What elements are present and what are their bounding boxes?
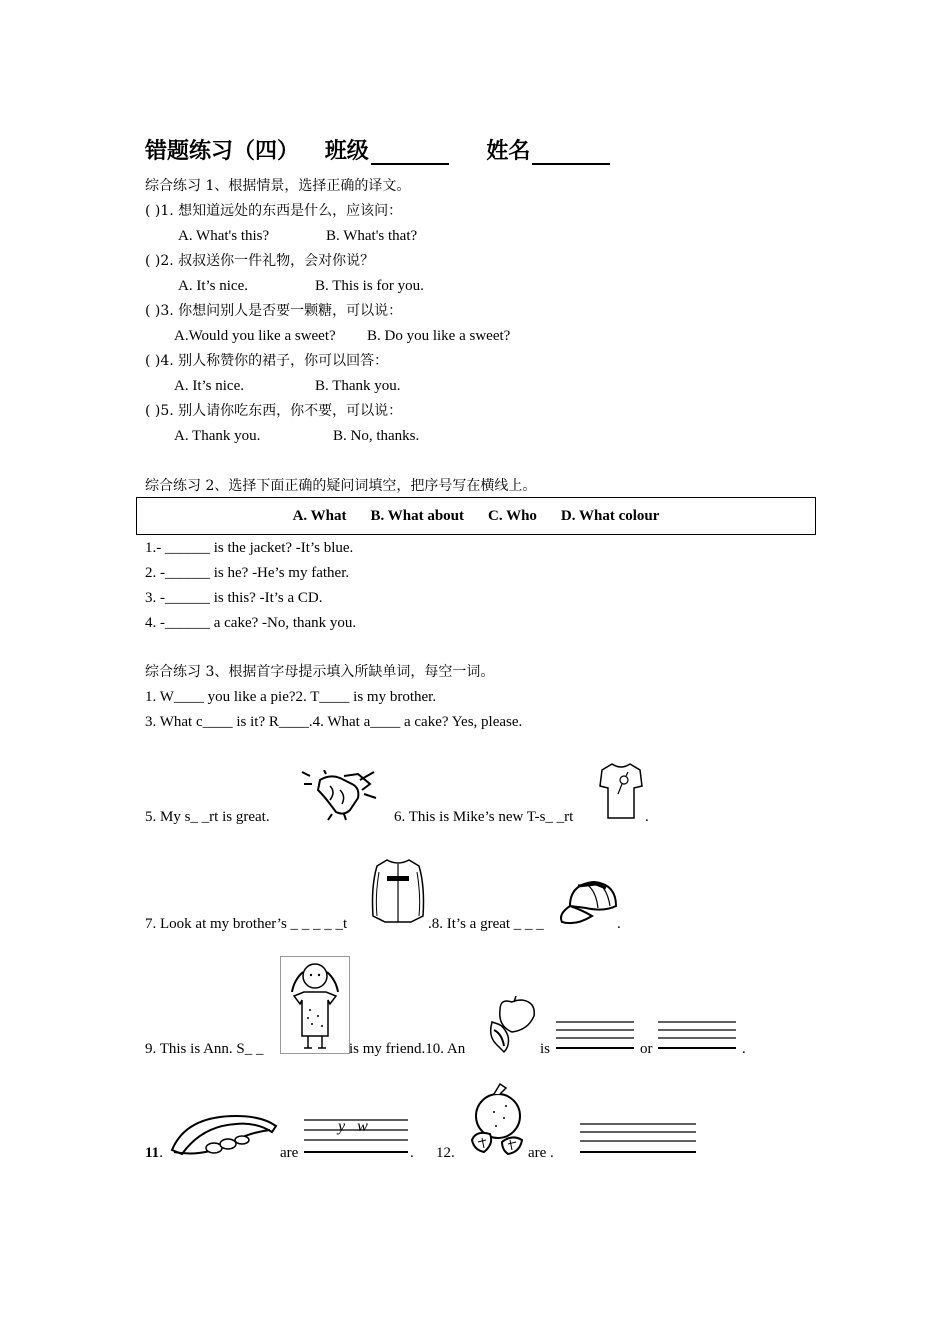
q6-text: 6. This is Mike’s new T-s_ _rt	[394, 809, 574, 825]
q12-are: are .	[528, 1145, 554, 1161]
tshirt-icon	[598, 760, 644, 822]
girl-icon	[280, 956, 350, 1054]
q9b-text: is my friend.10. An	[349, 1041, 466, 1057]
s1-q3-b: B. Do you like a sweet?	[367, 328, 511, 344]
q11-letters: y w	[338, 1118, 368, 1135]
s1-q5-a: A. Thank you.	[174, 428, 261, 444]
s3-line2: 3. What c____ is it? R____.4. What a____ a cake? Yes, please.	[145, 714, 523, 730]
q12-text: 12.	[436, 1145, 455, 1161]
writing-lines-4	[580, 1122, 698, 1156]
s2-line3: 3. -______ is this? -It’s a CD.	[145, 590, 323, 606]
s1-q2-b: B. This is for you.	[315, 278, 424, 294]
q9-text: 9. This is Ann. S_ _	[145, 1041, 264, 1057]
writing-lines-2	[658, 1020, 738, 1052]
options-box	[136, 497, 816, 535]
q11-number: 11.	[145, 1145, 163, 1161]
s1-q5: ( )5. 别人请你吃东西，你不要，可以说：	[145, 403, 403, 419]
jacket-icon	[369, 856, 427, 928]
q11-are: are	[280, 1145, 299, 1161]
s3-line1: 1. W____ you like a pie?2. T____ is my brother.	[145, 689, 437, 705]
class-label: 班级	[324, 139, 369, 164]
q10-or: or	[640, 1041, 653, 1057]
q8-end: .	[617, 916, 621, 932]
section1-heading: 综合练习 1、根据情景，选择正确的译文。	[145, 178, 411, 194]
writing-lines-1	[556, 1020, 636, 1052]
q5-text: 5. My s_ _rt is great.	[145, 809, 270, 825]
orange-icon	[466, 1082, 526, 1158]
s1-q4: ( )4. 别人称赞你的裙子，你可以回答：	[145, 353, 389, 369]
q8-text: .8. It’s a great _ _ _	[428, 916, 544, 932]
s1-q1-a: A. What's this?	[178, 228, 270, 244]
q7-text: 7. Look at my brother’s _ _ _ _ _t	[145, 916, 348, 932]
s1-q2: ( )2. 叔叔送你一件礼物，会对你说？	[145, 253, 375, 269]
option-d: D. What colour	[560, 508, 660, 524]
s1-q1: ( )1. 想知道远处的东西是什么，应该问：	[145, 203, 403, 219]
s1-q2-a: A. It’s nice.	[178, 278, 248, 294]
cap-icon	[556, 878, 620, 930]
q10-is: is	[540, 1041, 551, 1057]
class-blank[interactable]	[371, 143, 449, 165]
q6-end: .	[645, 809, 649, 825]
option-b: B. What about	[370, 508, 465, 524]
s1-q1-b: B. What's that?	[326, 228, 418, 244]
s1-q5-b: B. No, thanks.	[333, 428, 420, 444]
s1-q3: ( )3. 你想问别人是否要一颗糖，可以说：	[145, 303, 403, 319]
q10-end: .	[742, 1041, 746, 1057]
section2-heading: 综合练习 2、选择下面正确的疑问词填空，把序号写在横线上。	[145, 478, 537, 494]
socks-icon	[300, 770, 380, 822]
page-title: 错题练习（四） 班级 姓名	[145, 134, 610, 165]
option-a: A. What	[292, 508, 347, 524]
option-c: C. Who	[488, 508, 537, 524]
section3-heading: 综合练习 3、根据首字母提示填入所缺单词，每空一词。	[145, 664, 495, 680]
s1-q3-a: A.Would you like a sweet?	[174, 328, 336, 344]
q11-end: .	[410, 1145, 414, 1161]
s1-q4-b: B. Thank you.	[315, 378, 401, 394]
s2-line4: 4. -______ a cake? -No, thank you.	[145, 615, 357, 631]
s2-line1: 1.- ______ is the jacket? -It’s blue.	[145, 540, 354, 556]
name-blank[interactable]	[532, 143, 610, 165]
apple-icon	[484, 996, 540, 1056]
s1-q4-a: A. It’s nice.	[174, 378, 244, 394]
banana-icon	[166, 1110, 278, 1160]
s2-line2: 2. -______ is he? -He’s my father.	[145, 565, 350, 581]
name-label: 姓名	[486, 139, 531, 164]
